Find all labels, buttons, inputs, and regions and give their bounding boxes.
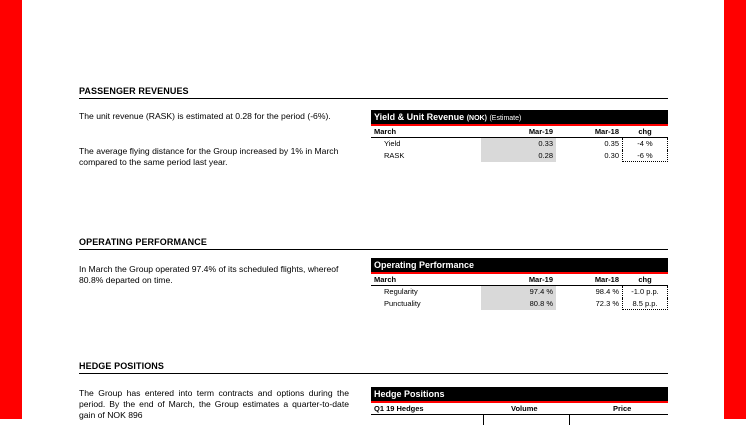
table-row <box>371 298 668 310</box>
column-mar-19: Mar-19 <box>528 275 553 284</box>
column-label: Q1 19 Hedges <box>374 404 424 413</box>
table-row <box>371 138 668 150</box>
table-column-header-row <box>371 126 668 138</box>
row-value-mar-18: 0.35 <box>604 139 619 148</box>
row-value-mar-19: 0.33 <box>481 138 556 150</box>
row-value-mar-18: 0.30 <box>604 151 619 160</box>
row-value-mar-19: 0.28 <box>481 150 556 162</box>
column-chg: chg <box>638 275 652 284</box>
passenger-paragraph-2: The average flying distance for the Group increased by 1% in March compared to the same period last year. <box>79 146 339 167</box>
column-label: March <box>374 127 397 136</box>
hedge-paragraph-1: The Group has entered into term contracts and options during the period. By the end of March, the Group estimates a quarter-to-date gain of NOK 896 <box>79 388 349 420</box>
row-value-chg: -1.0 p.p. <box>622 286 668 298</box>
table-row-partial <box>371 415 668 425</box>
left-red-bar <box>0 0 22 419</box>
row-value-chg: -6 % <box>622 150 668 162</box>
table-title: Hedge Positions <box>374 389 445 399</box>
column-price: Price <box>613 404 632 413</box>
column-mar-19: Mar-19 <box>528 127 553 136</box>
row-label: RASK <box>384 151 405 160</box>
column-label: March <box>374 275 397 284</box>
right-red-bar <box>724 0 746 419</box>
column-volume: Volume <box>511 404 538 413</box>
row-label: Yield <box>384 139 401 148</box>
table-title-unit: (NOK) <box>466 115 487 122</box>
yield-unit-revenue-table <box>371 110 668 162</box>
row-value-chg: -4 % <box>622 138 668 150</box>
table-row <box>371 150 668 162</box>
table-title: Operating Performance <box>374 260 475 270</box>
column-mar-18: Mar-18 <box>594 127 619 136</box>
hedge-positions-table <box>371 387 668 425</box>
table-row <box>371 286 668 298</box>
row-value-chg: 8.5 p.p. <box>622 298 668 310</box>
column-chg: chg <box>638 127 652 136</box>
table-header <box>371 258 668 274</box>
row-value-mar-18: 72.3 % <box>595 299 619 308</box>
passenger-paragraph-1: The unit revenue (RASK) is estimated at 0.28 for the period (-6%). <box>79 111 331 121</box>
row-label: Punctuality <box>384 299 421 308</box>
operating-performance-heading: OPERATING PERFORMANCE <box>79 237 668 250</box>
column-divider <box>569 415 570 425</box>
table-header <box>371 110 668 126</box>
row-value-mar-19: 97.4 % <box>481 286 556 298</box>
table-column-header-row <box>371 274 668 286</box>
operating-performance-table <box>371 258 668 310</box>
passenger-revenues-heading: PASSENGER REVENUES <box>79 86 668 99</box>
row-label: Regularity <box>384 287 418 296</box>
hedge-positions-heading: HEDGE POSITIONS <box>79 361 668 374</box>
table-header <box>371 387 668 403</box>
operating-paragraph-1: In March the Group operated 97.4% of its scheduled flights, whereof 80.8% departed on time. <box>79 264 339 285</box>
table-column-header-row <box>371 403 668 415</box>
table-title: Yield & Unit Revenue <box>374 112 465 122</box>
table-title-note: (Estimate) <box>489 115 522 122</box>
row-value-mar-18: 98.4 % <box>595 287 619 296</box>
column-divider <box>483 415 484 425</box>
column-mar-18: Mar-18 <box>594 275 619 284</box>
row-value-mar-19: 80.8 % <box>481 298 556 310</box>
